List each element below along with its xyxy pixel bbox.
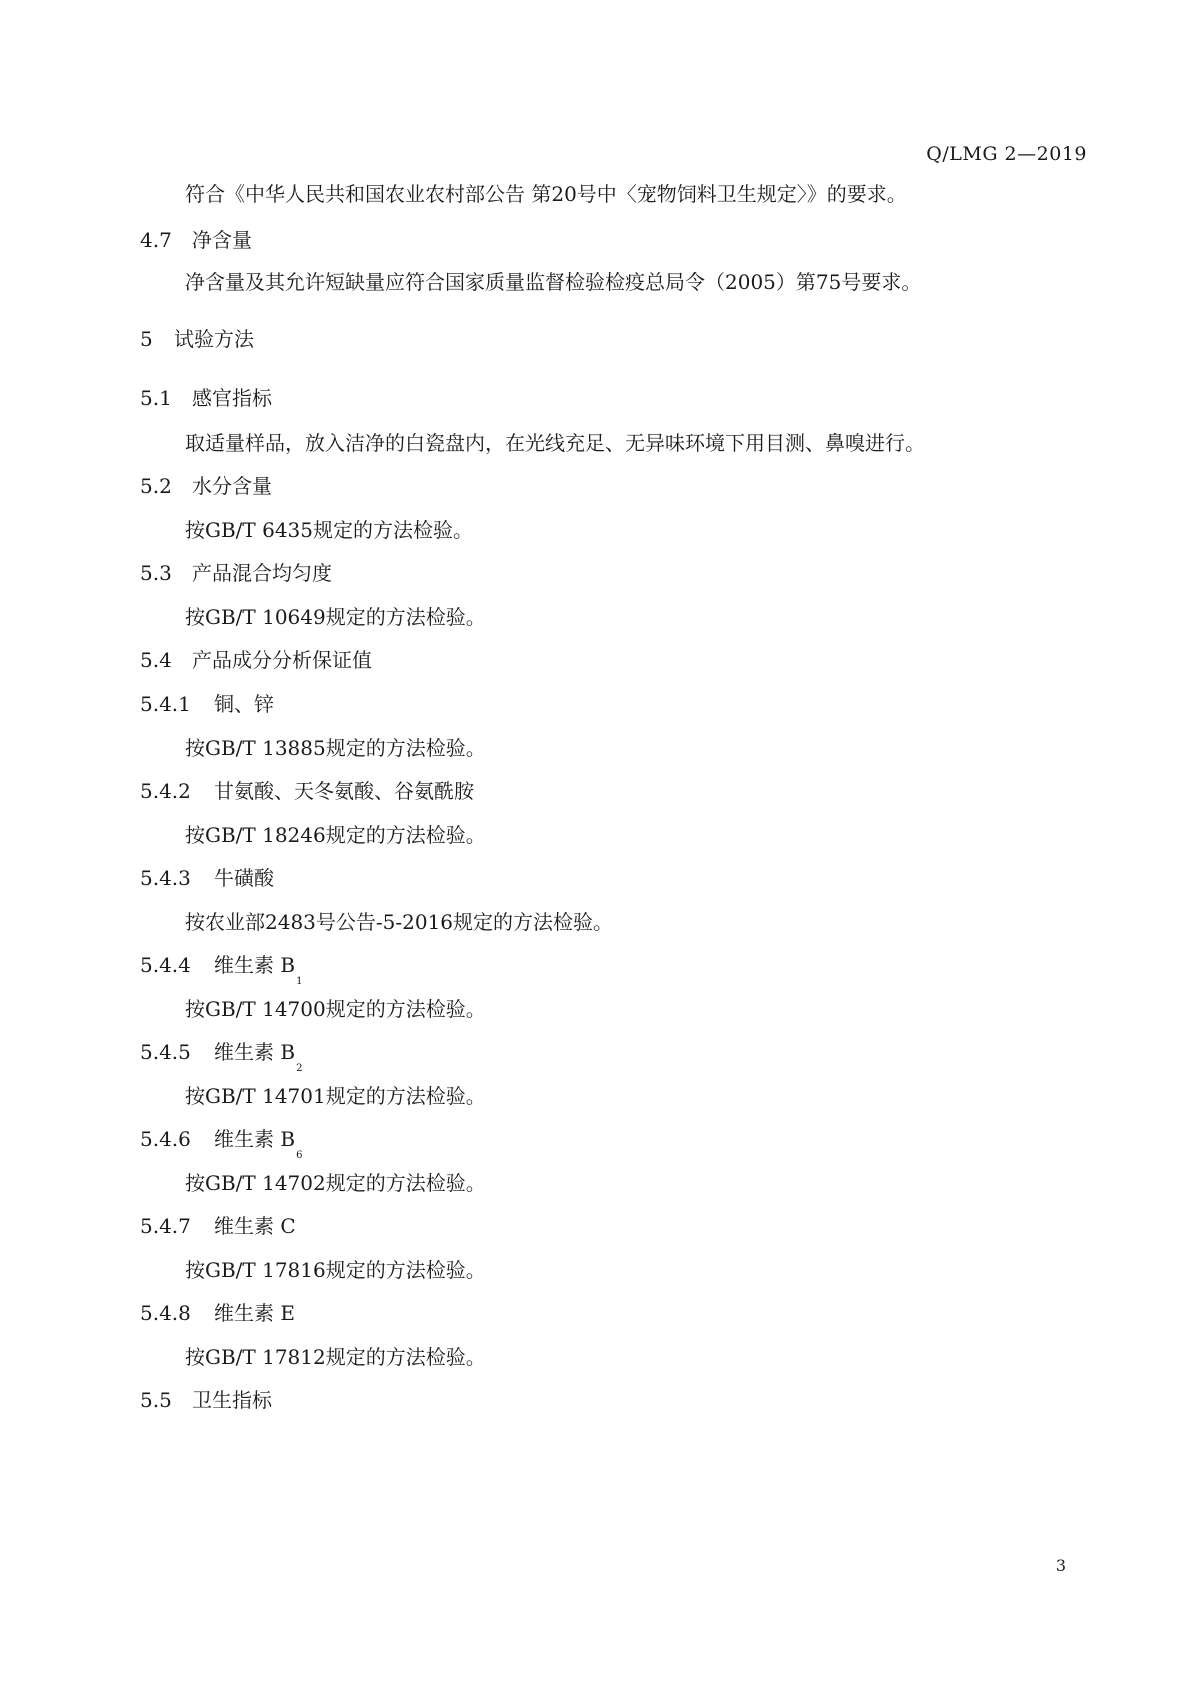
paragraph-4-7: 净含量及其允许短缺量应符合国家质量监督检验检疫总局令（2005）第75号要求。 [185, 270, 922, 294]
paragraph-5-4-4: 按GB/T 14700规定的方法检验。 [185, 997, 486, 1021]
section-title: 卫生指标 [192, 1388, 272, 1412]
section-number: 5.4.2 [140, 779, 191, 803]
section-title: 维生素 B [214, 1127, 296, 1151]
paragraph-5-4-5: 按GB/T 14701规定的方法检验。 [185, 1084, 486, 1108]
section-number: 5.1 [140, 386, 172, 410]
heading-5-3 [140, 559, 332, 587]
section-number: 5 [140, 327, 153, 351]
standard-code: Q/LMG 2—2019 [926, 143, 1087, 165]
section-title: 净含量 [192, 228, 252, 252]
paragraph-hygiene-requirement: 符合《中华人民共和国农业农村部公告 第20号中〈宠物饲料卫生规定〉》的要求。 [185, 182, 907, 206]
section-title: 产品成分分析保证值 [192, 648, 372, 672]
paragraph-5-4-7: 按GB/T 17816规定的方法检验。 [185, 1258, 486, 1282]
heading-5 [140, 325, 254, 353]
heading-5-4-5 [140, 1038, 303, 1074]
section-title: 维生素 C [214, 1214, 296, 1238]
paragraph-5-2: 按GB/T 6435规定的方法检验。 [185, 518, 474, 542]
page-number: 3 [1055, 1556, 1066, 1575]
section-title: 甘氨酸、天冬氨酸、谷氨酰胺 [214, 779, 474, 803]
section-title: 感官指标 [192, 386, 272, 410]
section-title: 产品混合均匀度 [192, 561, 332, 585]
section-title: 牛磺酸 [214, 866, 274, 890]
heading-4-7 [140, 226, 252, 254]
paragraph-5-3: 按GB/T 10649规定的方法检验。 [185, 605, 486, 629]
heading-5-4-6 [140, 1125, 303, 1161]
paragraph-5-4-2: 按GB/T 18246规定的方法检验。 [185, 823, 486, 847]
section-number: 5.4.5 [140, 1040, 191, 1064]
section-number: 5.4.1 [140, 692, 191, 716]
paragraph-5-4-1: 按GB/T 13885规定的方法检验。 [185, 736, 486, 760]
heading-5-4-3 [140, 864, 274, 892]
subscript: 6 [296, 1150, 303, 1161]
heading-5-4-7 [140, 1212, 296, 1240]
section-number: 4.7 [140, 228, 172, 252]
section-title: 试验方法 [174, 327, 254, 351]
section-title: 维生素 B [214, 953, 296, 977]
heading-5-2 [140, 472, 272, 500]
subscript: 2 [296, 1063, 303, 1074]
paragraph-5-1: 取适量样品，放入洁净的白瓷盘内，在光线充足、无异味环境下用目测、鼻嗅进行。 [185, 431, 925, 455]
heading-5-4 [140, 646, 372, 674]
section-number: 5.3 [140, 561, 172, 585]
heading-5-4-4 [140, 951, 303, 987]
section-title: 维生素 B [214, 1040, 296, 1064]
section-number: 5.4 [140, 648, 172, 672]
section-title: 维生素 E [214, 1301, 295, 1325]
section-number: 5.4.8 [140, 1301, 191, 1325]
section-number: 5.4.6 [140, 1127, 191, 1151]
section-title: 水分含量 [192, 474, 272, 498]
paragraph-5-4-3: 按农业部2483号公告-5-2016规定的方法检验。 [185, 910, 614, 934]
paragraph-5-4-8: 按GB/T 17812规定的方法检验。 [185, 1345, 486, 1369]
section-number: 5.4.4 [140, 953, 191, 977]
heading-5-5 [140, 1386, 272, 1414]
heading-5-1 [140, 384, 272, 412]
subscript: 1 [296, 976, 303, 987]
section-number: 5.5 [140, 1388, 172, 1412]
heading-5-4-8 [140, 1299, 295, 1327]
heading-5-4-2 [140, 777, 474, 805]
heading-5-4-1 [140, 690, 274, 718]
section-number: 5.4.3 [140, 866, 191, 890]
section-title: 铜、锌 [214, 692, 274, 716]
section-number: 5.2 [140, 474, 172, 498]
section-number: 5.4.7 [140, 1214, 191, 1238]
paragraph-5-4-6: 按GB/T 14702规定的方法检验。 [185, 1171, 486, 1195]
